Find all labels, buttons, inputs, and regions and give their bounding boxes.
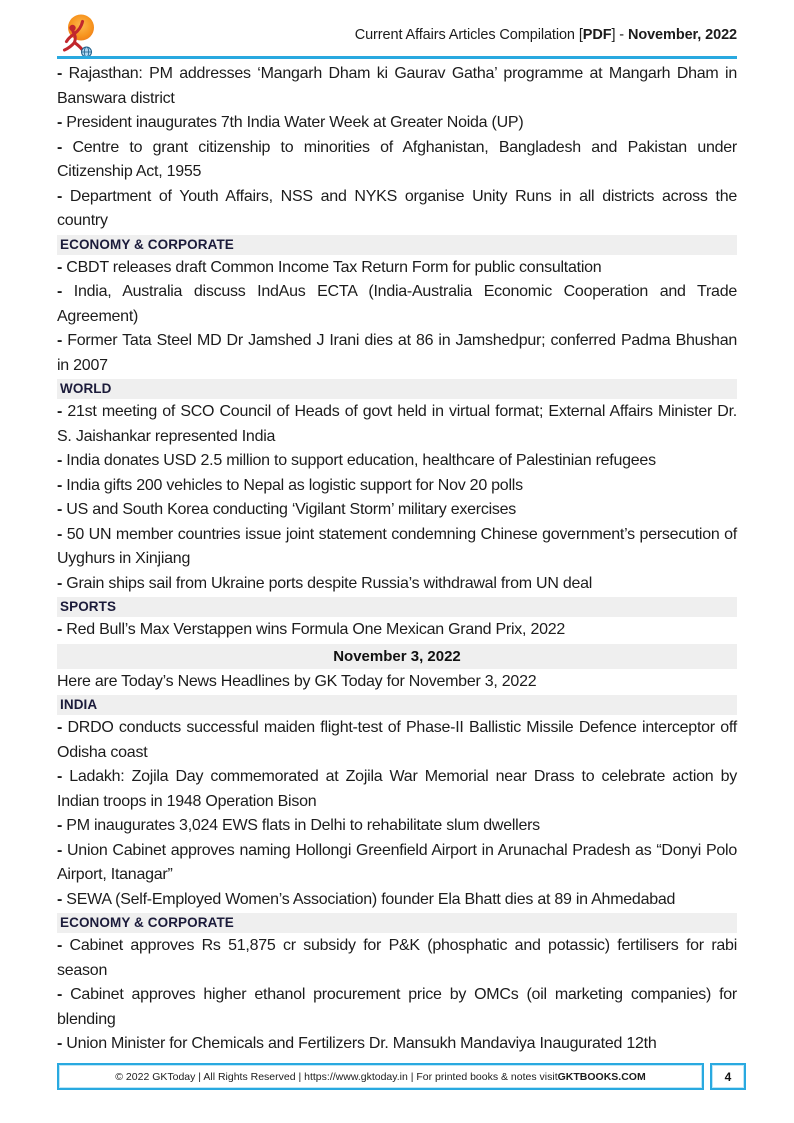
bullet-dash: - [57, 768, 70, 785]
news-item: - India donates USD 2.5 million to support education, healthcare of Palestinian refugees [57, 452, 656, 469]
news-item: - Cabinet approves higher ethanol procurement price by OMCs (oil marketing companies) for blending [57, 986, 737, 1028]
news-item: - Rajasthan: PM addresses ‘Mangarh Dham ki Gaurav Gatha’ programme at Mangarh Dham in Banswara district [57, 65, 737, 107]
news-item: - Centre to grant citizenship to minorities of Afghanistan, Bangladesh and Pakistan under Citizenship Act, 1955 [57, 138, 737, 180]
bullet-dash: - [57, 114, 67, 131]
intro-line: Here are Today’s News Headlines by GK Today for November 3, 2022 [57, 672, 537, 690]
news-item: - US and South Korea conducting ‘Vigilant Storm’ military exercises [57, 501, 517, 518]
bullet-dash: - [57, 332, 68, 349]
section-header: INDIA [57, 695, 737, 715]
news-item: - India gifts 200 vehicles to Nepal as logistic support for Nov 20 polls [57, 476, 523, 494]
news-item: - President inaugurates 7th India Water Week at Greater Noida (UP) [57, 114, 524, 131]
page-number: 4 [710, 1063, 746, 1090]
bullet-dash: - [57, 476, 67, 494]
text-segment: Current Affairs Articles Compilation [ [354, 27, 583, 43]
section-header: ECONOMY & CORPORATE [57, 235, 737, 255]
news-item: - Former Tata Steel MD Dr Jamshed J Irani dies at 86 in Jamshedpur; conferred Padma Bhushan in 2007 [57, 332, 737, 374]
news-item: - India, Australia discuss IndAus ECTA (India-Australia Economic Cooperation and Trade Agreement) [57, 283, 737, 325]
news-item: - 50 UN member countries issue joint statement condemning Chinese government’s persecution of Uyghurs in Xinjiang [57, 525, 738, 567]
news-item: - Union Cabinet approves naming Hollongi Greenfield Airport in Arunachal Pradesh as “Donyi Polo Airport, Itanagar” [57, 841, 737, 883]
bullet-dash: - [57, 817, 67, 834]
bullet-dash: - [57, 501, 67, 518]
page-footer [57, 1063, 746, 1090]
content-blocks [57, 62, 737, 1057]
footer-copyright [57, 1063, 704, 1090]
bullet-dash: - [57, 452, 67, 469]
text-segment: PDF [582, 27, 612, 43]
bullet-dash: - [57, 937, 70, 954]
bullet-dash: - [57, 258, 67, 276]
bullet-dash: - [57, 719, 68, 736]
bullet-dash: - [57, 403, 68, 420]
news-item: - Cabinet approves Rs 51,875 cr subsidy for P&K (phosphatic and potassic) fertilisers for rabi season [57, 937, 738, 979]
bullet-dash: - [57, 890, 67, 908]
bullet-dash: - [57, 525, 67, 543]
news-item: - Red Bull’s Max Verstappen wins Formula One Mexican Grand Prix, 2022 [57, 621, 566, 638]
header-divider-rule [57, 56, 737, 59]
bullet-dash: - [57, 574, 67, 592]
bullet-dash: - [57, 283, 74, 300]
news-item: - CBDT releases draft Common Income Tax Return Form for public consultation [57, 258, 602, 276]
news-item: - DRDO conducts successful maiden flight-test of Phase-II Ballistic Missile Defence interceptor off Odisha coast [57, 719, 737, 761]
text-segment: ] - [611, 27, 628, 43]
news-item: - PM inaugurates 3,024 EWS flats in Delhi to rehabilitate slum dwellers [57, 817, 540, 834]
news-item: - SEWA (Self-Employed Women’s Association) founder Ela Bhatt dies at 89 in Ahmedabad [57, 890, 676, 908]
bullet-dash: - [57, 986, 71, 1003]
news-item: - Grain ships sail from Ukraine ports despite Russia’s withdrawal from UN deal [57, 574, 593, 592]
date-header: November 3, 2022 [57, 644, 737, 669]
bullet-dash: - [57, 138, 73, 156]
bullet-dash: - [57, 65, 69, 82]
section-header: ECONOMY & CORPORATE [57, 913, 737, 933]
bullet-dash: - [57, 187, 70, 205]
gktoday-logo-graphic [57, 13, 101, 59]
bullet-dash: - [57, 1035, 67, 1052]
news-item: - 21st meeting of SCO Council of Heads of govt held in virtual format; External Affairs Minister Dr. S. Jaishankar represented India [57, 403, 737, 445]
text-segment: November, 2022 [627, 27, 737, 43]
page-header [57, 13, 737, 57]
bullet-dash: - [57, 841, 67, 859]
section-header: SPORTS [57, 597, 737, 617]
news-item: - Department of Youth Affairs, NSS and NYKS organise Unity Runs in all districts across the country [57, 187, 737, 229]
news-item: - Union Minister for Chemicals and Fertilizers Dr. Mansukh Mandaviya Inaugurated 12th [57, 1035, 657, 1052]
gktoday-logo [57, 13, 101, 59]
text-segment: GKTBOOKS.COM [557, 1070, 646, 1083]
header-title [355, 27, 737, 43]
bullet-dash: - [57, 621, 67, 638]
news-item: - Ladakh: Zojila Day commemorated at Zojila War Memorial near Drass to celebrate action by Indian troops in 1948 Operation Bison [57, 768, 737, 810]
section-header: WORLD [57, 379, 737, 399]
text-segment: © 2022 GKToday | All Rights Reserved | https://www.gktoday.in | For printed books & notes visit [115, 1070, 558, 1083]
